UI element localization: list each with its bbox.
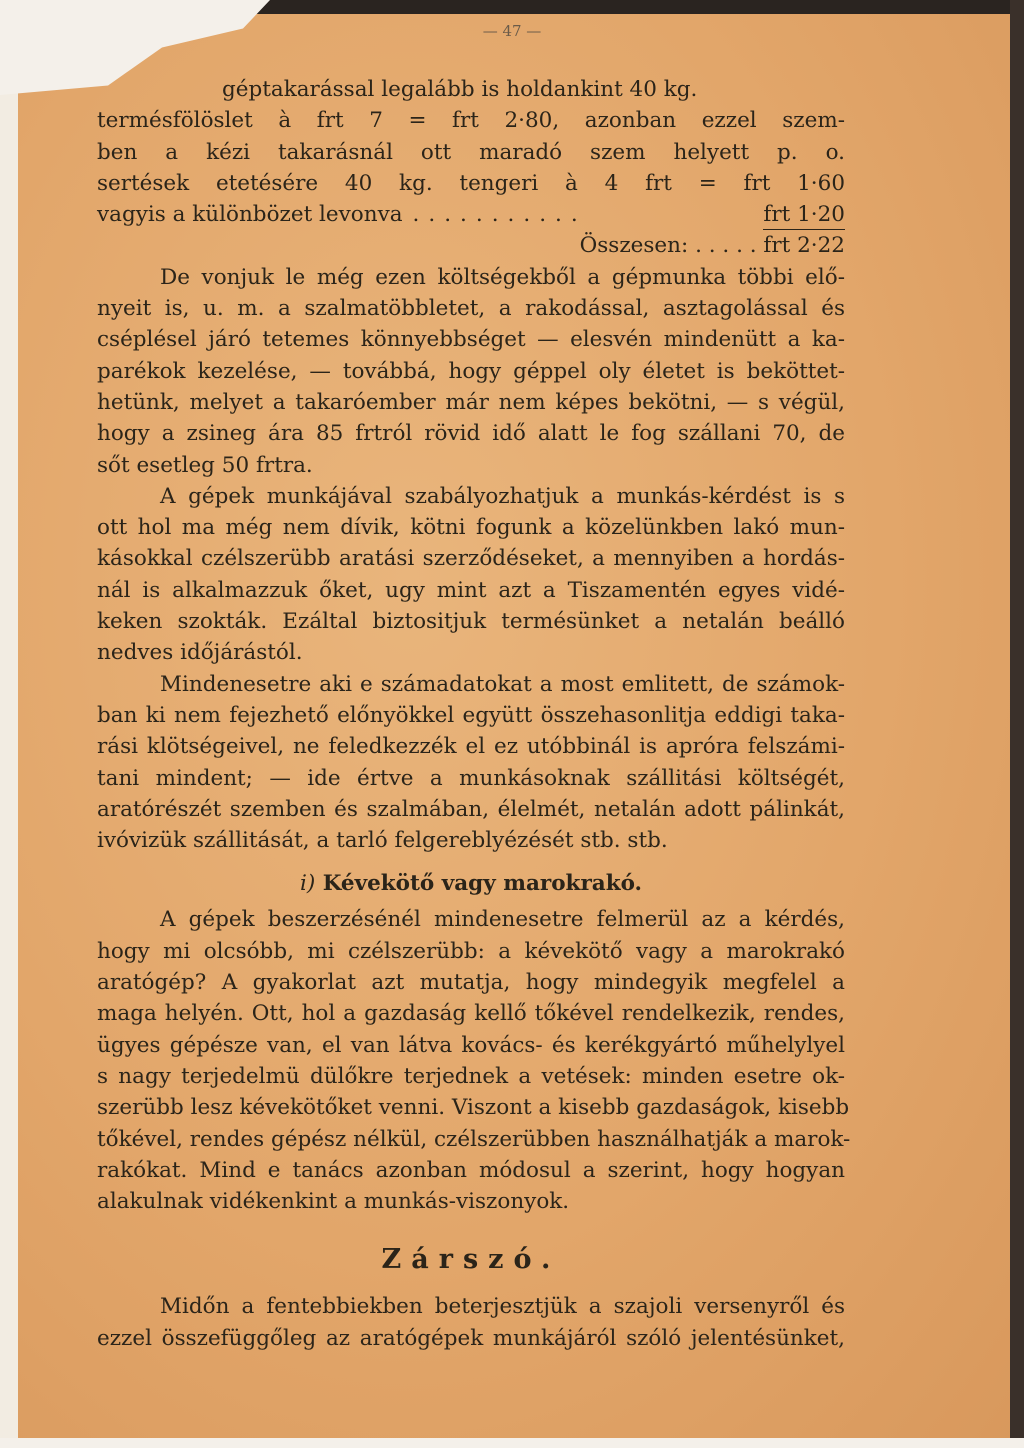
- text-line: hogy a zsineg ára 85 frtról rövid idő alatt le fog szállani 70, de: [97, 421, 845, 447]
- text-line: sertések etetésére 40 kg. tengeri à 4 frt = frt 1·60: [97, 170, 845, 196]
- text-line: nál is alkalmazzuk őket, ugy mint azt a Tiszamentén egyes vidé-: [97, 577, 845, 603]
- text-line: ben a kézi takarásnál ott maradó szem helyett p. o.: [97, 139, 845, 165]
- section-title: Kévekötő vagy marokrakó.: [322, 871, 643, 897]
- text-line: ott hol ma még nem dívik, kötni fogunk a közelünkben lakó mun-: [97, 515, 845, 541]
- sum-label: vagyis a különbözet levonva: [97, 202, 403, 228]
- section-marker: i): [299, 871, 316, 897]
- section-heading: [97, 864, 845, 904]
- text-line: nyeit is, u. m. a szalmatöbbletet, a rakodással, asztagolással és: [97, 296, 845, 322]
- scan-border-bottom: [0, 1438, 1024, 1448]
- text-line: géptakarással legalább is holdankint 40 kg.: [222, 77, 698, 102]
- text-line: szerübb lesz kévekötőket venni. Viszont a kisebb gazdaságok, kisebb: [97, 1095, 850, 1121]
- text-line: rakókat. Mind e tanács azonban módosul a szerint, hogy hogyan: [97, 1157, 845, 1183]
- scan-border-left: [0, 0, 18, 1448]
- text-line: hogy mi olcsóbb, mi czélszerübb: a kévekötő vagy a marokrakó: [97, 938, 845, 964]
- text-line: De vonjuk le még ezen költségekből a gépmunka többi elő-: [160, 264, 845, 290]
- text-line: hetünk, melyet a takaróember már nem képes bekötni, — s végül,: [97, 389, 845, 415]
- text-line: s nagy terjedelmü dülőkre terjednek a vetések: minden esetre ok-: [97, 1063, 845, 1089]
- page-number: — 47 —: [482, 22, 542, 40]
- sum-value: frt 1·20: [763, 199, 845, 230]
- paragraph-4: [97, 904, 851, 1217]
- text-line: alakulnak vidékenkint a munkás-viszonyok.: [97, 1189, 570, 1215]
- paragraph-3: [97, 669, 845, 857]
- text-line: tani mindent; — ide értve a munkásoknak szállitási költségét,: [97, 765, 845, 791]
- total-line: Összesen: . . . . . frt 2·22: [579, 233, 845, 259]
- text-line: parékok kezelése, — továbbá, hogy géppel oly életet is beköttet-: [97, 358, 845, 384]
- closing-heading: Zárszó.: [381, 1244, 561, 1276]
- block-1: [97, 74, 845, 262]
- leader-dots: ...........: [412, 202, 587, 228]
- text-line: A gépek munkájával szabályozhatjuk a munkás-kérdést is s: [160, 483, 845, 509]
- text-line: kásokkal czélszerübb aratási szerződéseket, a mennyiben a hordás-: [97, 546, 845, 572]
- text-line: keken szokták. Ezáltal biztositjuk termésünket a netalán beálló: [97, 609, 845, 635]
- text-line: maga helyén. Ott, hol a gazdaság kellő tőkével rendelkezik, rendes,: [97, 1001, 845, 1027]
- text-line: ügyes gépésze van, el van látva kovács- és kerékgyártó műhelylyel: [97, 1032, 845, 1058]
- paragraph-1: [97, 262, 845, 481]
- page-body: [97, 74, 851, 1354]
- text-line: Midőn a fentebbiekben beterjesztjük a szajoli versenyről és: [160, 1294, 845, 1320]
- scan-border-right: [1010, 0, 1024, 1448]
- text-line: rási klötségeivel, ne feledkezzék el ez utóbbinál is apróra felszámi-: [97, 734, 845, 760]
- text-line: Mindenesetre aki e számadatokat a most emlitett, de számok-: [160, 671, 845, 697]
- text-line: aratógép? A gyakorlat azt mutatja, hogy mindegyik megfelel a: [97, 970, 845, 996]
- paragraph-2: [97, 481, 845, 669]
- text-line: sőt esetleg 50 frtra.: [97, 452, 313, 478]
- text-line: termésfölöslet à frt 7 = frt 2·80, azonban ezzel szem-: [97, 108, 845, 134]
- text-line: nedves időjárástól.: [97, 640, 303, 666]
- paragraph-5: [97, 1291, 845, 1354]
- text-line: ban ki nem fejezhető előnyökkel együtt összehasonlitja eddigi taka-: [97, 702, 845, 728]
- text-line: tőkével, rendes gépész nélkül, czélszerübben használhatják a marok-: [97, 1126, 851, 1152]
- text-line: ezzel összefüggőleg az aratógépek munkájáról szóló jelentésünket,: [97, 1325, 845, 1351]
- text-line: A gépek beszerzésénél mindenesetre felmerül az a kérdés,: [160, 907, 845, 933]
- text-line: cséplésel járó tetemes könnyebbséget — elesvén mindenütt a ka-: [97, 327, 845, 353]
- text-line: ivóvizük szállitását, a tarló felgereblyézését stb. stb.: [97, 828, 668, 854]
- sum-line: [97, 199, 845, 230]
- text-line: aratórészét szemben és szalmában, élelmét, netalán adott pálinkát,: [97, 796, 845, 822]
